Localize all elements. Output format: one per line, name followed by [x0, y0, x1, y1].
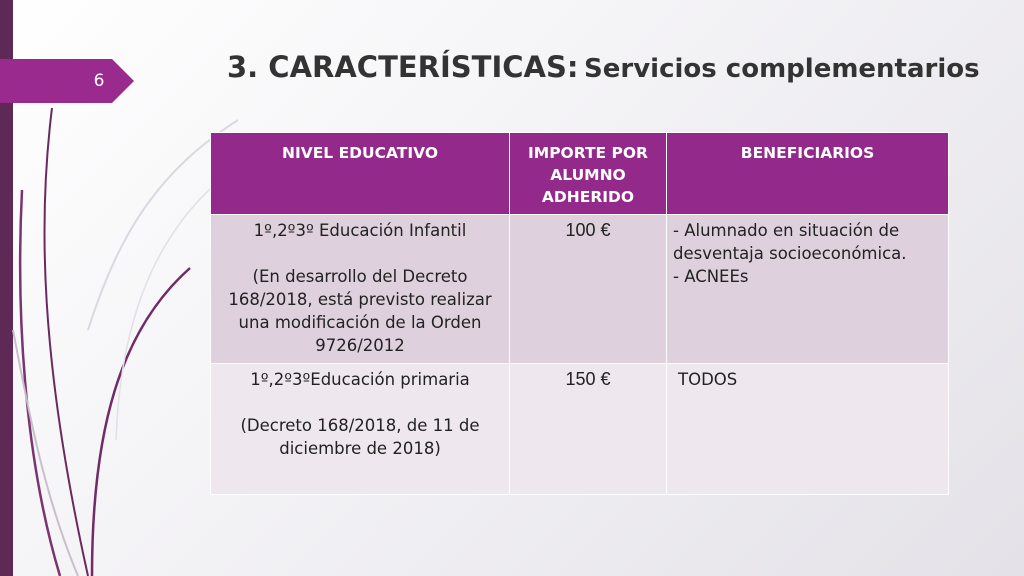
beneficiario-item: - Alumnado en situación de desventaja socioeconómica. — [673, 221, 907, 263]
beneficiario-item: - ACNEEs — [673, 267, 749, 286]
table-row — [211, 364, 949, 495]
beneficiario-item: TODOS — [678, 370, 738, 389]
nivel-note: (Decreto 168/2018, de 11 de diciembre de 2018) — [240, 416, 480, 458]
page-number: 6 — [93, 71, 105, 91]
header-beneficiarios: BENEFICIARIOS — [667, 133, 949, 215]
page-number-tab — [0, 59, 134, 103]
table-row — [211, 215, 949, 364]
nivel-title: 1º,2º3ºEducación primaria — [250, 370, 470, 389]
header-importe: IMPORTE POR ALUMNO ADHERIDO — [510, 133, 667, 215]
cell-beneficiarios — [667, 215, 949, 364]
cell-nivel — [211, 364, 510, 495]
slide-title — [227, 50, 997, 84]
importe-value: 150 € — [565, 369, 611, 389]
cell-importe — [510, 215, 667, 364]
cell-importe — [510, 364, 667, 495]
nivel-note: (En desarrollo del Decreto 168/2018, está previsto realizar una modificación de la Orden 9726/2012 — [228, 267, 492, 355]
importe-value: 100 € — [565, 220, 611, 240]
nivel-title: 1º,2º3º Educación Infantil — [253, 221, 467, 240]
cell-beneficiarios — [667, 364, 949, 495]
cell-nivel — [211, 215, 510, 364]
services-table — [210, 132, 949, 495]
slide-title-sub: Servicios complementarios — [584, 54, 980, 84]
header-nivel: NIVEL EDUCATIVO — [211, 133, 510, 215]
slide-title-main: 3. CARACTERÍSTICAS: — [227, 50, 579, 84]
table-header-row — [211, 133, 949, 215]
